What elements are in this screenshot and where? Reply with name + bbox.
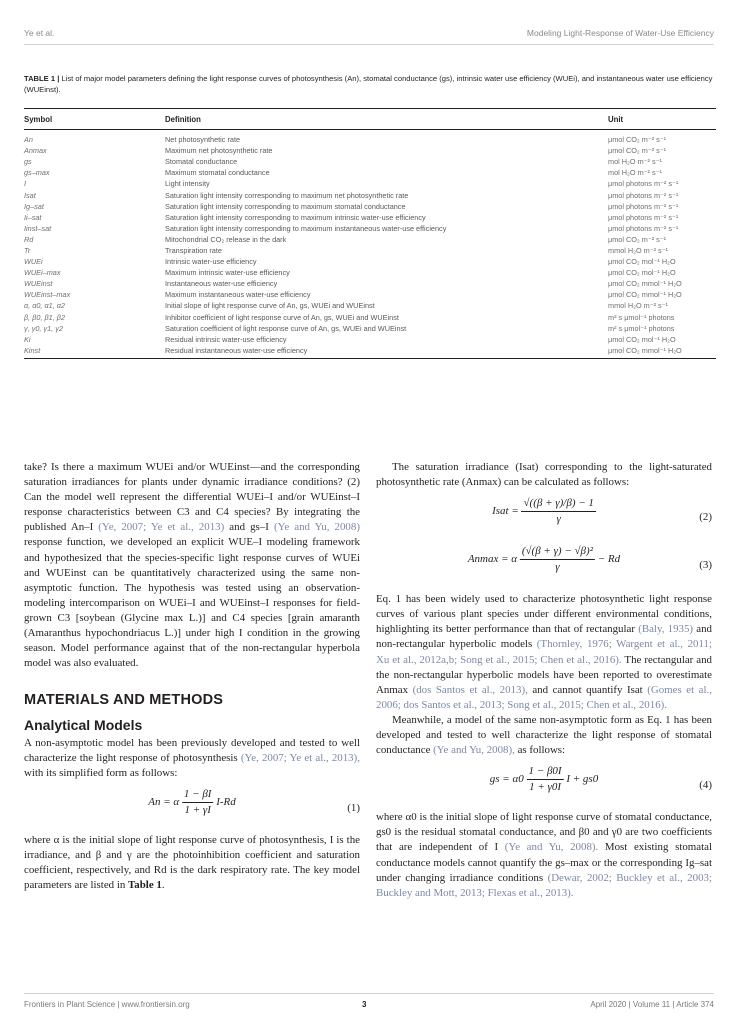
cell-unit: m² s μmol⁻¹ photons xyxy=(608,312,675,322)
cell-symbol: gs–max xyxy=(24,168,50,178)
paragraph xyxy=(376,713,712,758)
cell-unit: μmol photons m⁻² s⁻¹ xyxy=(608,212,679,222)
table-row xyxy=(24,278,716,289)
citation-link[interactable]: (Ye and Yu, 2008) xyxy=(273,521,360,534)
cell-definition: Saturation light intensity corresponding to maximum stomatal conductance xyxy=(165,201,406,211)
text: and non-rectangular hyperbolic models xyxy=(376,623,712,651)
cell-unit: μmol CO₂ mmol⁻¹ H₂O xyxy=(608,345,682,355)
page-number: 3 xyxy=(362,1000,367,1009)
cell-definition: Saturation light intensity corresponding to maximum net photosynthetic rate xyxy=(165,190,409,200)
citation-link[interactable]: Ye et al., 2013) xyxy=(150,521,225,534)
table-row xyxy=(24,145,716,156)
cell-symbol: Ki xyxy=(24,334,31,344)
text: A non-asymptotic model has been previously developed and tested to well characterize the light response of photosynthesis xyxy=(24,736,360,764)
eq-lhs: An = α xyxy=(148,795,180,808)
parameter-table xyxy=(24,108,716,359)
cell-symbol: Anmax xyxy=(24,146,47,156)
text: Eq. 1 has been widely used to characterize photosynthetic light response curves of various plant species under different environmental conditions, highlighting its better performance than that of rectangular xyxy=(376,593,712,636)
citation-link[interactable]: (Ye and Yu, 2008), xyxy=(433,744,515,757)
paragraph xyxy=(24,736,360,781)
eq-numerator: √((β + γ)/β) − 1 xyxy=(522,496,596,512)
section-heading: MATERIALS AND METHODS xyxy=(24,692,224,709)
cell-symbol: WUEinst–max xyxy=(24,290,71,300)
cell-unit: mol H₂O m⁻² s⁻¹ xyxy=(608,157,662,167)
citation-link[interactable]: (Thornley, 1976; Wargent et al., 2011; Xu et al., 2012a,b; Song et al., 2015; Chen et al., 2016). xyxy=(376,638,712,666)
equation-4 xyxy=(376,764,712,810)
table-row xyxy=(24,223,716,234)
eq-numerator: 1 − β0I xyxy=(527,764,564,780)
cell-unit: μmol photons m⁻² s⁻¹ xyxy=(608,179,679,189)
table-row xyxy=(24,212,716,223)
footer-journal[interactable]: Frontiers in Plant Science | www.frontiersin.org xyxy=(24,1000,190,1009)
cell-symbol: β, β0, β1, β2 xyxy=(24,312,66,322)
table-row xyxy=(24,134,716,145)
text: with its simplified form as follows: xyxy=(24,766,178,779)
text: The rectangular and the non-rectangular hyperbolic models have been reported to overestimate Anmax xyxy=(376,653,712,696)
cell-symbol: An xyxy=(24,135,33,145)
col-header-unit: Unit xyxy=(608,114,624,124)
cell-definition: Maximum net photosynthetic rate xyxy=(165,146,273,156)
citation-link[interactable]: (Baly, 1935) xyxy=(638,623,694,636)
cell-symbol: Ig–sat xyxy=(24,201,44,211)
cell-unit: m² s μmol⁻¹ photons xyxy=(608,323,675,333)
paragraph xyxy=(24,460,360,671)
cell-definition: Transpiration rate xyxy=(165,245,222,255)
cell-definition: Mitochondrial CO₂ release in the dark xyxy=(165,234,287,244)
citation-link[interactable]: (dos Santos et al., 2013), xyxy=(412,683,528,696)
footer-rule xyxy=(24,993,714,994)
table-row xyxy=(24,256,716,267)
table-label: TABLE 1 | xyxy=(24,74,60,83)
cell-unit: μmol CO₂ m⁻² s⁻¹ xyxy=(608,146,667,156)
table-row xyxy=(24,334,716,345)
paragraph xyxy=(376,810,712,901)
table-body xyxy=(24,130,716,356)
table-row xyxy=(24,167,716,178)
table-caption-text: List of major model parameters defining the light response curves of photosynthesis (An), stomatal conductance (gs), intrinsic water use efficiency (WUEi), and instantaneous water use efficiency (WUEinst). xyxy=(24,74,713,94)
header-rule xyxy=(24,44,714,45)
cell-definition: Net photosynthetic rate xyxy=(165,135,241,145)
cell-definition: Saturation light intensity corresponding to maximum instantaneous water-use efficiency xyxy=(165,223,447,233)
cell-symbol: Ii–sat xyxy=(24,212,42,222)
text: and gs–I xyxy=(229,521,269,534)
table-row xyxy=(24,178,716,189)
eq-rhs: − Rd xyxy=(597,553,621,566)
citation-link[interactable]: (Ye, 2007; xyxy=(98,521,147,534)
table-row xyxy=(24,156,716,167)
eq-rhs: I-Rd xyxy=(216,795,236,808)
eq-lhs: Anmax = α xyxy=(467,553,518,566)
table-reference[interactable]: Table 1 xyxy=(128,879,162,892)
cell-unit: μmol photons m⁻² s⁻¹ xyxy=(608,201,679,211)
eq-numerator: 1 − βI xyxy=(182,787,214,803)
eq-rhs: I + gs0 xyxy=(566,773,599,786)
subsection-heading: Analytical Models xyxy=(24,717,143,734)
citation-link[interactable]: (Ye and Yu, 2008). xyxy=(504,841,599,854)
table-row xyxy=(24,201,716,212)
table-row xyxy=(24,289,716,300)
cell-definition: Residual intrinsic water-use efficiency xyxy=(165,334,287,344)
equation-1 xyxy=(24,787,360,833)
table-row xyxy=(24,234,716,245)
equation-2 xyxy=(376,496,712,544)
paragraph xyxy=(376,592,712,713)
cell-symbol: Kinst xyxy=(24,345,41,355)
running-header-authors: Ye et al. xyxy=(24,28,55,38)
cell-symbol: gs xyxy=(24,157,32,167)
cell-definition: Maximum intrinsic water-use efficiency xyxy=(165,268,290,278)
eq-denominator: 1 + γI xyxy=(184,803,211,816)
cell-symbol: WUEi xyxy=(24,257,43,267)
cell-symbol: Tr xyxy=(24,245,31,255)
text: Most existing stomatal conductance models cannot quantify the gs–max or the corresponding Ig–sat under changing irradiance conditions xyxy=(376,841,712,884)
cell-symbol: Rd xyxy=(24,234,34,244)
table-caption xyxy=(24,73,716,95)
equation-number: (4) xyxy=(699,779,712,792)
eq-lhs: gs = α0 xyxy=(489,773,524,786)
text: take? Is there a maximum WUEi and/or WUEinst—and the corresponding saturation irradiances for plants under dynamic irradiance conditions? (2) Can the model well represent the differential WUEi–I and/or WUEinst–I response characteristics between C3 and C4 species? By integrating the published An–I xyxy=(24,461,360,534)
table-row xyxy=(24,189,716,200)
text: Meanwhile, a model of the same non-asymptotic form as Eq. 1 has been developed and tested to well characterize the light response of stomatal conductance xyxy=(376,713,712,757)
cell-definition: Maximum stomatal conductance xyxy=(165,168,270,178)
cell-symbol: Isat xyxy=(24,190,36,200)
cell-definition: Maximum instantaneous water-use efficiency xyxy=(165,290,311,300)
text: where α0 is the initial slope of light response curve of stomatal conductance, gs0 is the residual stomatal conductance, and β0 and γ0 are two coefficients that are independent of I xyxy=(376,811,712,854)
equation-number: (2) xyxy=(699,511,712,524)
text: response function, we developed an explicit WUE–I modeling framework and hypothesized that the species-specific light response curves of WUEi and WUEinst can be quantitatively characterized using the same non-asymptotic function. The hypothesis was tested using an observation-modeling intercomparison on WUEi–I and WUEinst–I responses for field-grown C3 [soybean (Glycine max L.)] and C4 species [grain amaranth (Amaranthus hypochondriacus L.)] under high I condition in the growing season. Model performance against that of the non-rectangular hyperbola model was also evaluated. xyxy=(24,536,360,670)
text: where α is the initial slope of light response curve of photosynthesis, I is the irradiance, and β and γ are the photoinhibition coefficient and saturation coefficient, respectively, and Rd is the dark respiratory rate. The key model parameters are listed in xyxy=(24,833,360,892)
table-row xyxy=(24,267,716,278)
cell-definition: Residual instantaneous water-use efficiency xyxy=(165,345,308,355)
cell-definition: Instantaneous water-use efficiency xyxy=(165,279,278,289)
right-column xyxy=(376,460,712,901)
eq-denominator: 1 + γ0I xyxy=(529,781,562,794)
cell-unit: μmol CO₂ mol⁻¹ H₂O xyxy=(608,334,676,344)
cell-definition: Saturation light intensity corresponding to maximum intrinsic water-use efficiency xyxy=(165,212,426,222)
cell-symbol: I xyxy=(24,179,27,189)
citation-link[interactable]: (Gomes et al., 2006; dos Santos et al., 2013; Song et al., 2015; Chen et al., 2016). xyxy=(376,683,712,711)
cell-symbol: WUEi–max xyxy=(24,268,61,278)
table-row xyxy=(24,312,716,323)
cell-definition: Inhibitor coefficient of light response curve of An, gs, WUEi and WUEinst xyxy=(165,312,399,322)
text: as follows: xyxy=(517,744,566,757)
citation-link[interactable]: (Ye, 2007; Ye et al., 2013), xyxy=(240,751,360,764)
cell-unit: mmol H₂O m⁻² s⁻¹ xyxy=(608,245,668,255)
running-header-title: Modeling Light-Response of Water-Use Efficiency xyxy=(526,28,714,38)
table-row xyxy=(24,245,716,256)
equation-number: (3) xyxy=(699,559,712,572)
table-bottom-rule xyxy=(24,358,716,359)
table-row xyxy=(24,345,716,356)
cell-definition: Light intensity xyxy=(165,179,210,189)
paragraph xyxy=(24,833,360,893)
cell-symbol: γ, γ0, γ1, γ2 xyxy=(24,323,63,333)
cell-unit: mol H₂O m⁻² s⁻¹ xyxy=(608,168,662,178)
cell-unit: μmol photons m⁻² s⁻¹ xyxy=(608,190,679,200)
table-row xyxy=(24,300,716,311)
footer-issue: April 2020 | Volume 11 | Article 374 xyxy=(590,1000,714,1009)
eq-denominator: γ xyxy=(556,513,561,526)
col-header-symbol: Symbol xyxy=(24,114,53,124)
cell-definition: Intrinsic water-use efficiency xyxy=(165,257,257,267)
col-header-definition: Definition xyxy=(165,114,201,124)
cell-unit: mmol H₂O m⁻² s⁻¹ xyxy=(608,301,668,311)
left-column xyxy=(24,460,360,893)
cell-unit: μmol CO₂ m⁻² s⁻¹ xyxy=(608,234,667,244)
text: . xyxy=(161,879,165,892)
equation-3 xyxy=(376,544,712,592)
cell-definition: Saturation coefficient of light response curve of An, gs, WUEi and WUEinst xyxy=(165,323,407,333)
text: The saturation irradiance (Isat) corresponding to the light-saturated photosynthetic rate (Anmax) can be calculated as follows: xyxy=(376,461,712,489)
cell-unit: μmol CO₂ m⁻² s⁻¹ xyxy=(608,135,667,145)
cell-symbol: Iinst–sat xyxy=(24,223,52,233)
eq-lhs: Isat = xyxy=(492,505,519,518)
cell-definition: Initial slope of light response curve of An, gs, WUEi and WUEinst xyxy=(165,301,375,311)
cell-symbol: WUEinst xyxy=(24,279,53,289)
table-row xyxy=(24,323,716,334)
cell-definition: Stomatal conductance xyxy=(165,157,238,167)
paragraph xyxy=(376,460,712,490)
text: and cannot quantify Isat xyxy=(532,683,643,696)
cell-unit: μmol CO₂ mmol⁻¹ H₂O xyxy=(608,279,682,289)
cell-unit: μmol photons m⁻² s⁻¹ xyxy=(608,223,679,233)
equation-number: (1) xyxy=(347,801,360,814)
cell-unit: μmol CO₂ mmol⁻¹ H₂O xyxy=(608,290,682,300)
table-header-row xyxy=(24,108,716,130)
eq-denominator: γ xyxy=(555,561,560,574)
eq-numerator: (√(β + γ) − √β)² xyxy=(520,544,595,560)
citation-link[interactable]: (Dewar, 2002; Buckley et al., 2003; Buckley and Mott, 2013; Flexas et al., 2013). xyxy=(376,871,712,899)
cell-unit: μmol CO₂ mol⁻¹ H₂O xyxy=(608,268,676,278)
cell-symbol: α, α0, α1, α2 xyxy=(24,301,65,311)
cell-unit: μmol CO₂ mol⁻¹ H₂O xyxy=(608,257,676,267)
